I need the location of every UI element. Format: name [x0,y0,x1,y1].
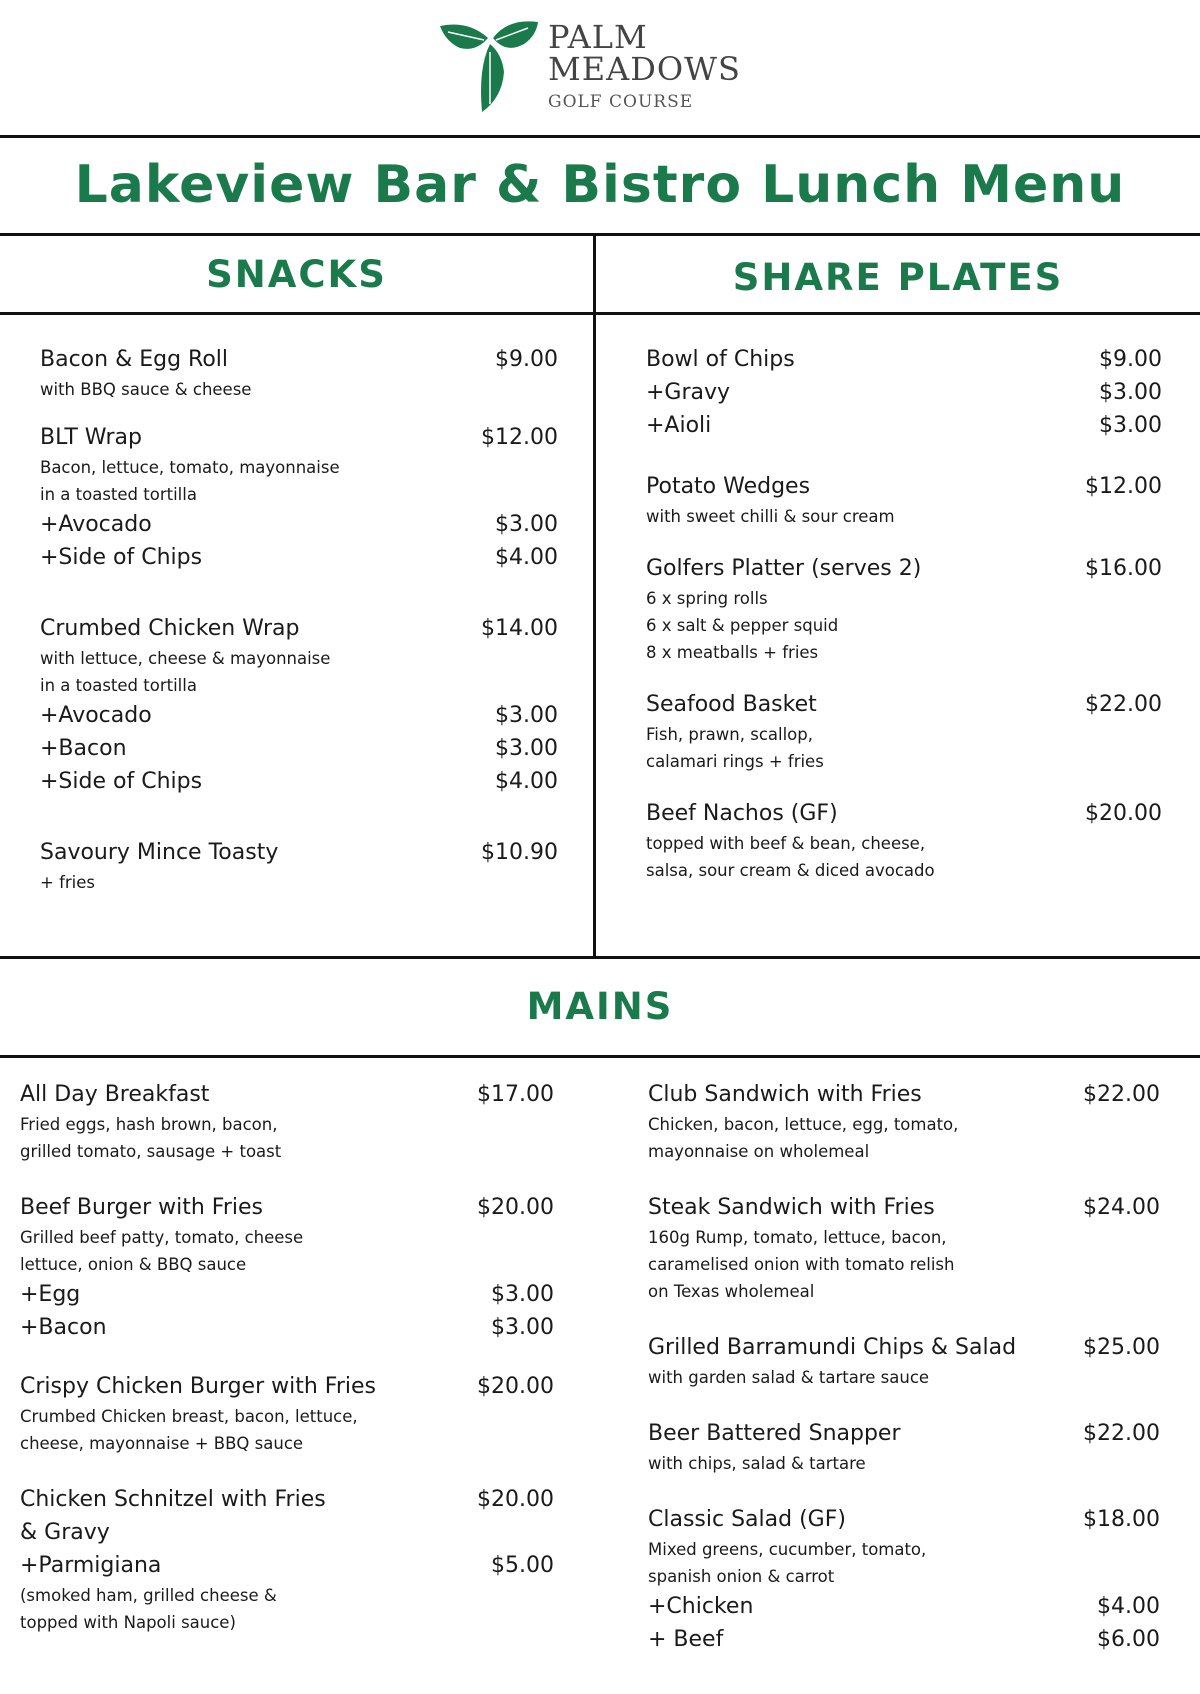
item-description: caramelised onion with tomato relish [648,1255,955,1274]
item-description: with garden salad & tartare sauce [648,1368,930,1387]
menu-item-crispy-chicken-burger-with-fries [20,1370,554,1457]
item-name-continued: & Gravy [20,1520,110,1545]
menu-item-savoury-mince-toasty [40,836,558,896]
menu-item-row [20,1483,554,1516]
section-heading-mains: MAINS [526,985,674,1028]
menu-item-row [20,1078,554,1111]
addon-price: $4.00 [495,545,558,570]
addon-price: $6.00 [1097,1627,1160,1652]
addon-row [40,508,558,541]
item-description: spanish onion & carrot [648,1567,835,1586]
menu-item-steak-sandwich-with-fries [648,1191,1160,1305]
item-price: $12.00 [481,425,558,450]
divider-column [593,233,596,958]
addon-row [20,1311,554,1344]
mains-left-list [20,1078,554,1636]
addon-description: (smoked ham, grilled cheese & [20,1586,277,1605]
addon-description: topped with Napoli sauce) [20,1613,236,1632]
addon-row [648,1590,1160,1623]
menu-item-beer-battered-snapper [648,1417,1160,1477]
menu-item-row [20,1370,554,1403]
addon-name: +Bacon [20,1315,107,1340]
addon-row [20,1549,554,1582]
item-name: Seafood Basket [646,692,817,717]
item-description: cheese, mayonnaise + BBQ sauce [20,1434,304,1453]
menu-item-club-sandwich-with-fries [648,1078,1160,1165]
item-name: Chicken Schnitzel with Fries [20,1487,326,1512]
menu-item-grilled-barramundi-chips-salad [648,1331,1160,1391]
addon-row [40,732,558,765]
item-price: $17.00 [477,1082,554,1107]
addon-name: +Egg [20,1282,81,1307]
divider-title [0,233,1200,236]
section-heading-share-plates: SHARE PLATES [732,256,1064,299]
menu-item-row [646,343,1162,376]
item-price: $20.00 [477,1195,554,1220]
menu-item-row [40,343,558,376]
addon-name: + Beef [648,1627,724,1652]
divider-section-headings [0,312,1200,315]
logo [438,18,778,118]
menu-item-row [646,552,1162,585]
addon-price: $3.00 [495,512,558,537]
item-description: in a toasted tortilla [40,485,197,504]
item-description: with lettuce, cheese & mayonnaise [40,649,331,668]
item-description: calamari rings + fries [646,752,824,771]
menu-item-row [648,1191,1160,1224]
addon-name: +Avocado [40,703,152,728]
item-description: Chicken, bacon, lettuce, egg, tomato, [648,1115,959,1134]
menu-item-crumbed-chicken-wrap [40,612,558,798]
menu-item-row [648,1503,1160,1536]
item-name: BLT Wrap [40,425,143,450]
item-description: Fried eggs, hash brown, bacon, [20,1115,278,1134]
section-heading-snacks: SNACKS [206,253,387,296]
item-description: 6 x salt & pepper squid [646,616,839,635]
item-price: $20.00 [477,1374,554,1399]
menu-item-row [646,470,1162,503]
item-price: $22.00 [1085,692,1162,717]
item-price: $22.00 [1083,1421,1160,1446]
item-name: Savoury Mince Toasty [40,840,279,865]
item-description: Mixed greens, cucumber, tomato, [648,1540,927,1559]
item-price: $16.00 [1085,556,1162,581]
item-description: on Texas wholemeal [648,1282,815,1301]
item-price: $22.00 [1083,1082,1160,1107]
addon-row [646,409,1162,442]
addon-name: +Aioli [646,413,712,438]
item-price: $10.90 [481,840,558,865]
item-price: $18.00 [1083,1507,1160,1532]
item-description: mayonnaise on wholemeal [648,1142,870,1161]
addon-price: $3.00 [495,736,558,761]
item-description: salsa, sour cream & diced avocado [646,861,935,880]
mains-right-list [648,1078,1160,1656]
addon-row [40,699,558,732]
item-name: Bowl of Chips [646,347,795,372]
addon-name: +Gravy [646,380,731,405]
menu-item-row [648,1417,1160,1450]
logo-line-2: MEADOWS [548,50,741,88]
item-description: with BBQ sauce & cheese [40,380,252,399]
addon-name: +Side of Chips [40,769,203,794]
addon-price: $3.00 [491,1282,554,1307]
menu-item-all-day-breakfast [20,1078,554,1165]
item-description: 8 x meatballs + fries [646,643,819,662]
menu-item-row [646,797,1162,830]
item-description: 160g Rump, tomato, lettuce, bacon, [648,1228,947,1247]
addon-price: $4.00 [1097,1594,1160,1619]
palm-leaf-icon [438,18,538,118]
item-name: Beef Nachos (GF) [646,801,838,826]
menu-item-row [648,1078,1160,1111]
item-description: 6 x spring rolls [646,589,768,608]
item-name: Club Sandwich with Fries [648,1082,922,1107]
item-name: Bacon & Egg Roll [40,347,229,372]
item-name: Golfers Platter (serves 2) [646,556,922,581]
item-description: with sweet chilli & sour cream [646,507,895,526]
item-price: $9.00 [1099,347,1162,372]
addon-price: $5.00 [491,1553,554,1578]
logo-line-3: GOLF COURSE [548,92,694,112]
menu-item-bowl-of-chips [646,343,1162,442]
addon-name: +Avocado [40,512,152,537]
addon-row [20,1278,554,1311]
item-description: in a toasted tortilla [40,676,197,695]
menu-item-classic-salad-gf [648,1503,1160,1656]
menu-item-row [20,1191,554,1224]
addon-row [646,376,1162,409]
menu-item-row [40,836,558,869]
item-name: Beer Battered Snapper [648,1421,901,1446]
menu-item-golfers-platter-serves-2 [646,552,1162,666]
menu-item-beef-nachos-gf [646,797,1162,884]
item-description: with chips, salad & tartare [648,1454,866,1473]
item-name: Crumbed Chicken Wrap [40,616,300,641]
addon-price: $4.00 [495,769,558,794]
item-name: Crispy Chicken Burger with Fries [20,1374,377,1399]
item-price: $20.00 [1085,801,1162,826]
item-description: grilled tomato, sausage + toast [20,1142,282,1161]
menu-item-blt-wrap [40,421,558,574]
addon-name: +Parmigiana [20,1553,162,1578]
snacks-list [40,343,558,896]
page-title: Lakeview Bar & Bistro Lunch Menu [74,155,1126,215]
item-description: Grilled beef patty, tomato, cheese [20,1228,304,1247]
item-price: $24.00 [1083,1195,1160,1220]
menu-item-row [646,688,1162,721]
menu-item-beef-burger-with-fries [20,1191,554,1344]
addon-row [40,541,558,574]
item-price: $14.00 [481,616,558,641]
menu-item-bacon-egg-roll [40,343,558,403]
divider-top [0,135,1200,138]
logo-line-1: PALM [548,18,648,56]
menu-item-seafood-basket [646,688,1162,775]
item-name: Grilled Barramundi Chips & Salad [648,1335,1017,1360]
item-description: Bacon, lettuce, tomato, mayonnaise [40,458,340,477]
item-name: Potato Wedges [646,474,811,499]
item-price: $20.00 [477,1487,554,1512]
addon-price: $3.00 [495,703,558,728]
addon-price: $3.00 [491,1315,554,1340]
item-name: Classic Salad (GF) [648,1507,846,1532]
menu-item-chicken-schnitzel-with-fries [20,1483,554,1636]
addon-name: +Chicken [648,1594,754,1619]
addon-price: $3.00 [1099,380,1162,405]
menu-item-row-continued [20,1516,554,1549]
item-name: Beef Burger with Fries [20,1195,264,1220]
addon-name: +Bacon [40,736,127,761]
menu-item-potato-wedges [646,470,1162,530]
item-name: Steak Sandwich with Fries [648,1195,935,1220]
item-price: $25.00 [1083,1335,1160,1360]
menu-item-row [648,1331,1160,1364]
divider-snacks-bottom [0,956,1200,959]
share-plates-list [646,343,1162,884]
menu-item-row [40,612,558,645]
addon-name: +Side of Chips [40,545,203,570]
addon-row [40,765,558,798]
item-description: lettuce, onion & BBQ sauce [20,1255,247,1274]
item-name: All Day Breakfast [20,1082,210,1107]
menu-item-row [40,421,558,454]
item-description: + fries [40,873,95,892]
item-description: Fish, prawn, scallop, [646,725,813,744]
addon-price: $3.00 [1099,413,1162,438]
divider-mains [0,1055,1200,1058]
item-description: Crumbed Chicken breast, bacon, lettuce, [20,1407,358,1426]
item-price: $9.00 [495,347,558,372]
item-description: topped with beef & bean, cheese, [646,834,926,853]
addon-row [648,1623,1160,1656]
item-price: $12.00 [1085,474,1162,499]
